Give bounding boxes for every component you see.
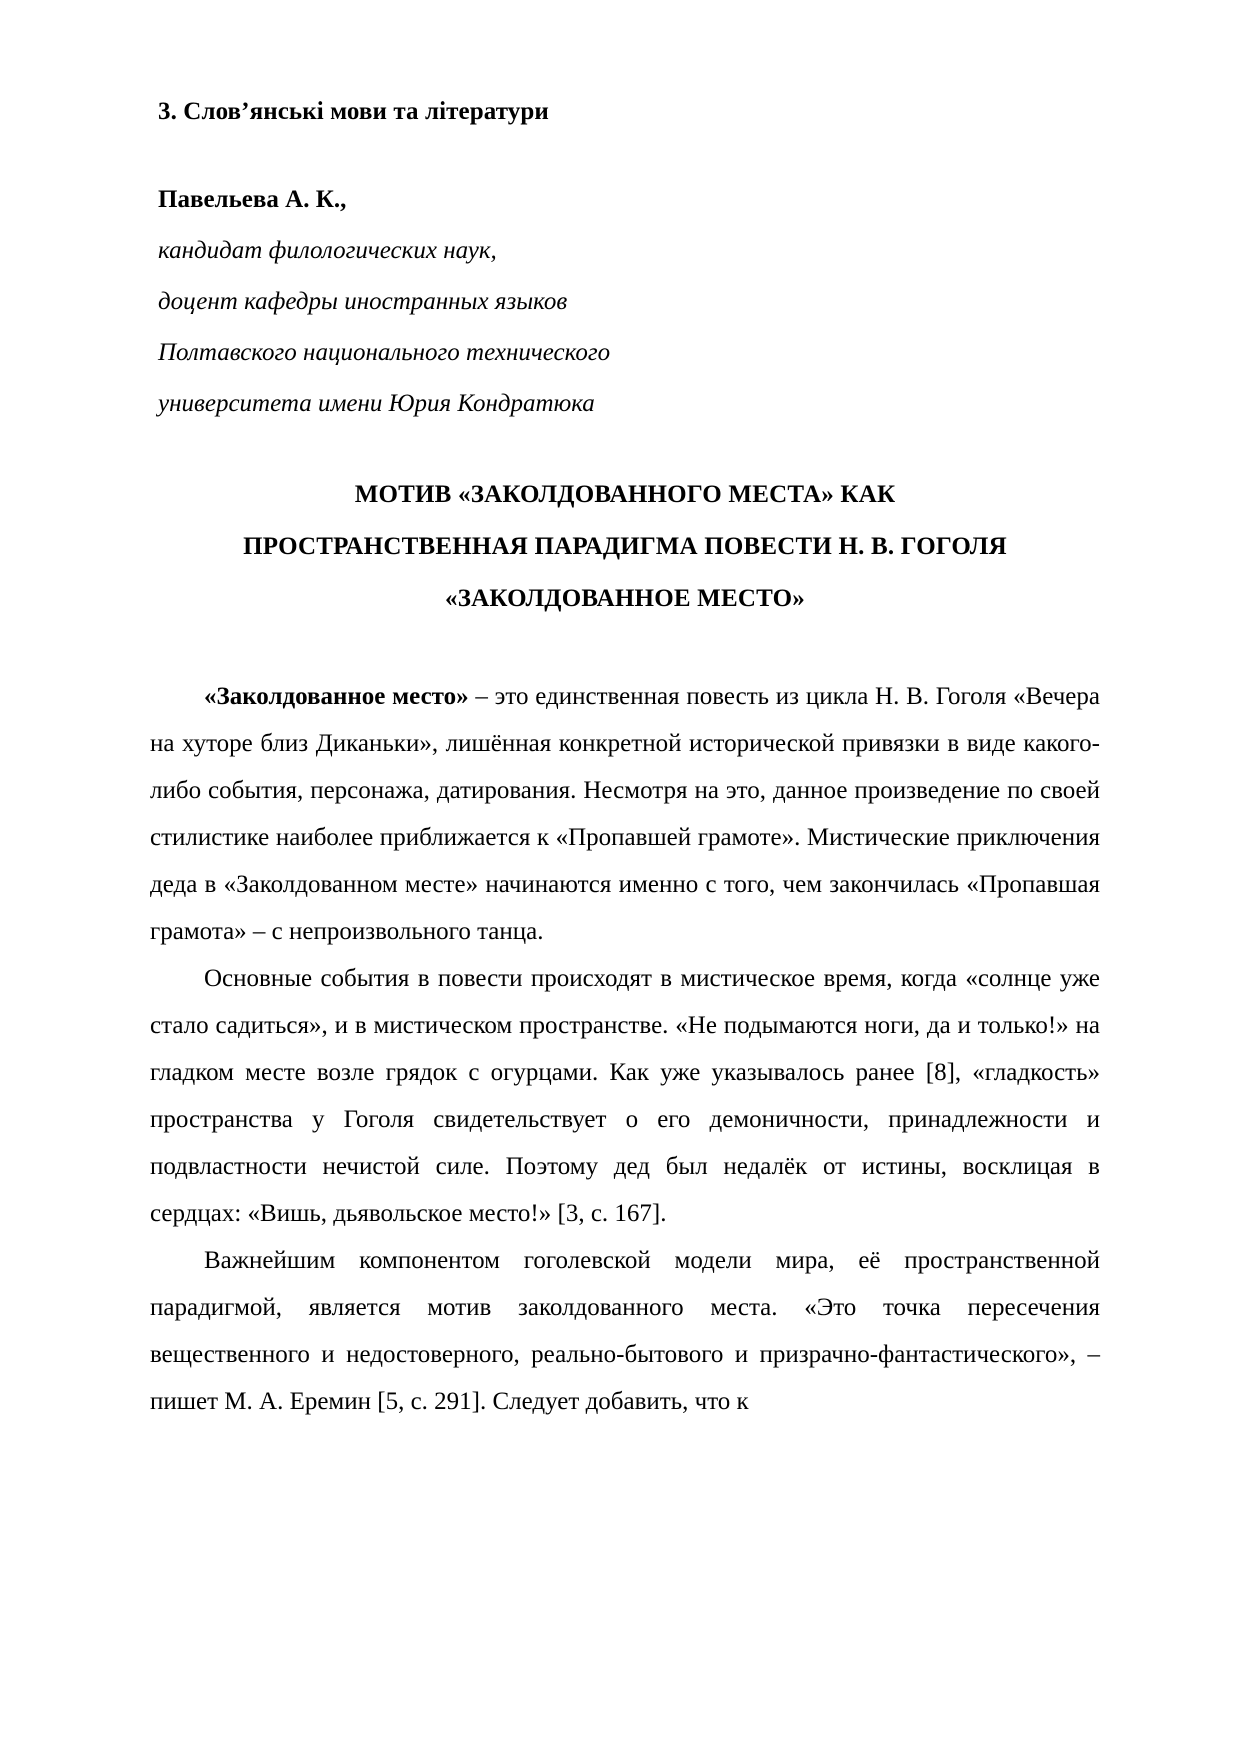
title-line-2: ПРОСТРАНСТВЕННАЯ ПАРАДИГМА ПОВЕСТИ Н. В. ГОГОЛЯ (243, 532, 1007, 560)
author-name: Павельева А. К., (158, 185, 347, 213)
author-affiliation-line-4: университета имени Юрия Кондратюка (158, 389, 595, 417)
paragraph-3-text: Важнейшим компонентом гоголевской модели мира, её пространственной парадигмой, является мотив заколдованного места. «Это точка пересечения вещественного и недостоверного, реально-бытового и призрачно-фантастического», – пишет М. А. Еремин [5, с. 291]. Следует добавить, что к (150, 1246, 1100, 1415)
paragraph-2-text: Основные события в повести происходят в мистическое время, когда «солнце уже стало садиться», и в мистическом пространстве. «Не подымаются ноги, да и только!» на гладком месте возле грядок с огурцами. Как уже указывалось ранее [8], «гладкость» пространства у Гоголя свидетельствует о его демоничности, принадлежности и подвластности нечистой силе. Поэтому дед был недалёк от истины, восклицая в сердцах: «Вишь, дьявольское место!» [3, с. 167]. (150, 964, 1100, 1227)
paragraph-1-text: – это единственная повесть из цикла Н. В. Гоголя «Вечера на хуторе близ Диканьки», лишённая конкретной исторической привязки в виде какого-либо события, персонажа, датирования. Несмотря на это, данное произведение по своей стилистике наиболее приближается к «Пропавшей грамоте». Мистические приключения деда в «Заколдованном месте» начинаются именно с того, чем закончилась «Пропавшая грамота» – с непроизвольного танца. (150, 682, 1100, 945)
author-block (158, 187, 1100, 416)
paragraph-1-lead-bold: «Заколдованное место» (204, 682, 469, 710)
page-title (150, 482, 1100, 611)
author-affiliation-line-3: Полтавского национального технического (158, 338, 611, 366)
author-affiliation-line-1: кандидат филологических наук, (158, 236, 497, 264)
body-text (150, 673, 1100, 1425)
section-header: 3. Слов’янські мови та літератури (158, 98, 549, 125)
paragraph-3 (150, 1237, 1100, 1425)
author-affiliation-line-2: доцент кафедры иностранных языков (158, 287, 568, 315)
paragraph-2 (150, 955, 1100, 1237)
title-line-1: МОТИВ «ЗАКОЛДОВАННОГО МЕСТА» КАК (354, 480, 896, 508)
paragraph-1 (150, 673, 1100, 955)
title-line-3: «ЗАКОЛДОВАННОЕ МЕСТО» (445, 584, 805, 612)
